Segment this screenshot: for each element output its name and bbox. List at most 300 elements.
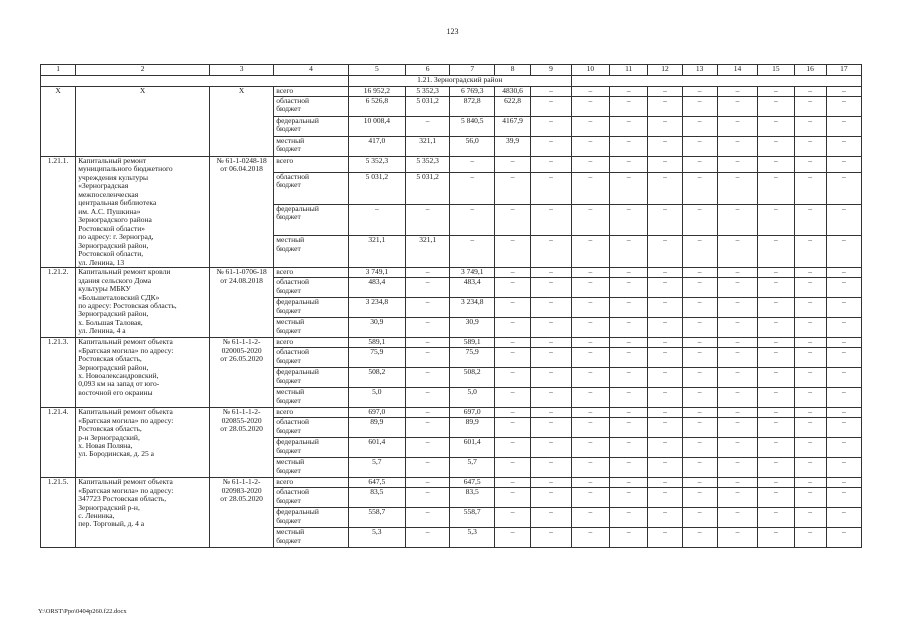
empty-amount-cell: – [758, 268, 794, 278]
empty-amount-cell: – [571, 438, 609, 458]
item-number: 1.21.1. [41, 157, 76, 268]
amount-cell: 75,9 [450, 348, 495, 368]
region-row [41, 76, 862, 87]
funding-source: местный бюджет [274, 388, 349, 408]
column-number: 8 [494, 65, 530, 76]
funding-source: областной бюджет [274, 418, 349, 438]
empty-amount-cell: – [682, 236, 717, 268]
empty-amount-cell: – [682, 278, 717, 298]
empty-amount-cell: – [571, 368, 609, 388]
empty-amount-cell: – [682, 137, 717, 157]
amount-cell: – [450, 204, 495, 236]
empty-amount-cell: – [531, 508, 571, 528]
empty-amount-cell: – [826, 528, 861, 548]
amount-cell: 483,4 [348, 278, 405, 298]
empty-amount-cell: – [610, 528, 648, 548]
empty-amount-cell: – [610, 318, 648, 338]
amount-cell: – [405, 278, 450, 298]
empty-amount-cell: – [531, 528, 571, 548]
empty-amount-cell: – [717, 137, 757, 157]
empty-amount-cell: – [648, 488, 682, 508]
amount-cell: – [405, 438, 450, 458]
empty-amount-cell: – [531, 348, 571, 368]
empty-amount-cell: – [571, 458, 609, 478]
amount-cell: – [450, 157, 495, 173]
empty-amount-cell: – [648, 318, 682, 338]
empty-amount-cell: – [826, 408, 861, 418]
empty-amount-cell: – [682, 368, 717, 388]
object-name: Капитальный ремонт объекта «Братская могила» по адресу: Ростовская область, Зерноградский район, х. Новоалександровский, 0,093 км на запад от юго- восточной его окраины [76, 338, 210, 408]
amount-cell: 75,9 [348, 348, 405, 368]
amount-cell: 622,8 [494, 97, 530, 117]
column-number: 12 [648, 65, 682, 76]
region-title: 1.21. Зерноградский район [348, 76, 571, 87]
empty-amount-cell: – [610, 418, 648, 438]
empty-amount-cell: – [758, 117, 794, 137]
item-number: Х [41, 87, 76, 157]
document-number: № 61-1-1-2- 020855-2020 от 28.05.2020 [209, 408, 273, 478]
column-number: 15 [758, 65, 794, 76]
funding-source: местный бюджет [274, 318, 349, 338]
empty-amount-cell: – [648, 137, 682, 157]
amount-cell: – [494, 508, 530, 528]
empty-amount-cell: – [610, 388, 648, 408]
item-number: 1.21.4. [41, 408, 76, 478]
empty-amount-cell: – [682, 478, 717, 488]
amount-cell: 5 031,2 [348, 172, 405, 204]
amount-cell: 5 840,5 [450, 117, 495, 137]
amount-cell: – [494, 236, 530, 268]
empty-amount-cell: – [648, 268, 682, 278]
empty-amount-cell: – [826, 157, 861, 173]
amount-cell: – [405, 117, 450, 137]
empty-amount-cell: – [826, 458, 861, 478]
column-number: 2 [76, 65, 210, 76]
empty-amount-cell: – [826, 488, 861, 508]
empty-amount-cell: – [717, 204, 757, 236]
table-row [41, 157, 862, 173]
amount-cell: 83,5 [348, 488, 405, 508]
empty-amount-cell: – [571, 172, 609, 204]
empty-amount-cell: – [717, 528, 757, 548]
column-number: 7 [450, 65, 495, 76]
amount-cell: 6 526,8 [348, 97, 405, 117]
amount-cell: 89,9 [450, 418, 495, 438]
amount-cell: 5 031,2 [405, 97, 450, 117]
empty-amount-cell: – [648, 157, 682, 173]
table-row [41, 408, 862, 418]
amount-cell: 647,5 [450, 478, 495, 488]
empty-amount-cell: – [758, 204, 794, 236]
empty-amount-cell: – [758, 408, 794, 418]
empty-amount-cell: – [531, 478, 571, 488]
empty-amount-cell: – [648, 172, 682, 204]
empty-amount-cell: – [794, 137, 826, 157]
empty-amount-cell: – [794, 338, 826, 348]
empty-amount-cell: – [682, 97, 717, 117]
empty-amount-cell: – [826, 318, 861, 338]
empty-amount-cell: – [531, 236, 571, 268]
amount-cell: – [450, 236, 495, 268]
funding-source: всего [274, 87, 349, 97]
empty-amount-cell: – [826, 204, 861, 236]
empty-amount-cell: – [758, 236, 794, 268]
empty-amount-cell: – [531, 87, 571, 97]
funding-source: всего [274, 408, 349, 418]
amount-cell: 321,1 [348, 236, 405, 268]
amount-cell: 5 352,3 [405, 157, 450, 173]
empty-amount-cell: – [826, 172, 861, 204]
empty-amount-cell: – [682, 388, 717, 408]
amount-cell: – [494, 528, 530, 548]
empty-amount-cell: – [571, 278, 609, 298]
empty-amount-cell: – [610, 508, 648, 528]
empty-amount-cell: – [571, 157, 609, 173]
amount-cell: – [405, 338, 450, 348]
empty-amount-cell: – [571, 388, 609, 408]
empty-amount-cell: – [610, 157, 648, 173]
empty-amount-cell: – [682, 488, 717, 508]
empty-amount-cell: – [571, 348, 609, 368]
empty-amount-cell: – [794, 418, 826, 438]
empty-amount-cell: – [682, 528, 717, 548]
column-number: 9 [531, 65, 571, 76]
empty-amount-cell: – [826, 97, 861, 117]
empty-amount-cell: – [794, 348, 826, 368]
amount-cell: 589,1 [348, 338, 405, 348]
empty-amount-cell: – [531, 157, 571, 173]
amount-cell: 89,9 [348, 418, 405, 438]
empty-amount-cell: – [531, 268, 571, 278]
item-number: 1.21.3. [41, 338, 76, 408]
amount-cell: – [494, 488, 530, 508]
empty-amount-cell: – [794, 157, 826, 173]
empty-amount-cell: – [758, 388, 794, 408]
empty-amount-cell: – [610, 97, 648, 117]
empty-amount-cell: – [794, 236, 826, 268]
amount-cell: 4830,6 [494, 87, 530, 97]
funding-source: всего [274, 157, 349, 173]
empty-amount-cell: – [610, 458, 648, 478]
empty-amount-cell: – [758, 298, 794, 318]
empty-amount-cell: – [717, 117, 757, 137]
amount-cell: – [494, 338, 530, 348]
funding-source: федеральный бюджет [274, 508, 349, 528]
empty-amount-cell: – [682, 318, 717, 338]
empty-amount-cell: – [682, 348, 717, 368]
empty-amount-cell: – [682, 117, 717, 137]
empty-amount-cell: – [648, 388, 682, 408]
empty-amount-cell: – [758, 172, 794, 204]
amount-cell: 5,7 [348, 458, 405, 478]
empty-amount-cell: – [826, 388, 861, 408]
column-number: 14 [717, 65, 757, 76]
amount-cell: – [494, 172, 530, 204]
empty-amount-cell: – [826, 508, 861, 528]
empty-amount-cell: – [794, 388, 826, 408]
empty-amount-cell: – [717, 236, 757, 268]
empty-amount-cell: – [610, 438, 648, 458]
amount-cell: – [405, 388, 450, 408]
empty-amount-cell: – [758, 508, 794, 528]
amount-cell: 3 749,1 [450, 268, 495, 278]
amount-cell: – [494, 348, 530, 368]
amount-cell: 5 352,3 [405, 87, 450, 97]
empty-amount-cell: – [794, 278, 826, 298]
empty-amount-cell: – [531, 97, 571, 117]
empty-amount-cell: – [794, 318, 826, 338]
empty-amount-cell: – [610, 488, 648, 508]
column-number: 4 [274, 65, 349, 76]
amount-cell: 558,7 [450, 508, 495, 528]
empty-amount-cell: – [682, 172, 717, 204]
empty-amount-cell: – [648, 478, 682, 488]
amount-cell: – [494, 278, 530, 298]
empty-amount-cell: – [717, 298, 757, 318]
amount-cell: – [405, 458, 450, 478]
amount-cell: 3 234,8 [450, 298, 495, 318]
table-body [41, 65, 862, 548]
empty-amount-cell: – [794, 528, 826, 548]
amount-cell: 5,0 [348, 388, 405, 408]
empty-amount-cell: – [648, 204, 682, 236]
empty-amount-cell: – [531, 298, 571, 318]
column-number: 3 [209, 65, 273, 76]
empty-amount-cell: – [717, 488, 757, 508]
empty-amount-cell: – [826, 368, 861, 388]
empty-amount-cell: – [794, 204, 826, 236]
funding-source: всего [274, 478, 349, 488]
empty-amount-cell: – [571, 298, 609, 318]
amount-cell: 39,9 [494, 137, 530, 157]
amount-cell: 697,0 [450, 408, 495, 418]
empty-amount-cell: – [531, 204, 571, 236]
column-number: 13 [682, 65, 717, 76]
empty-amount-cell: – [758, 528, 794, 548]
document-number: Х [209, 87, 273, 157]
empty-amount-cell: – [758, 338, 794, 348]
amount-cell: 321,1 [405, 137, 450, 157]
empty-amount-cell: – [826, 137, 861, 157]
amount-cell: 589,1 [450, 338, 495, 348]
footer-file-path: Y:\ORST\Ppo\0404p260.f22.docx [38, 608, 127, 615]
empty-amount-cell: – [531, 488, 571, 508]
amount-cell: 10 008,4 [348, 117, 405, 137]
document-number: № 61-1-0706-18 от 24.08.2018 [209, 268, 273, 338]
empty-amount-cell: – [717, 172, 757, 204]
funding-source: областной бюджет [274, 348, 349, 368]
empty-amount-cell: – [571, 87, 609, 97]
empty-amount-cell: – [531, 458, 571, 478]
amount-cell: – [450, 172, 495, 204]
empty-amount-cell: – [826, 87, 861, 97]
amount-cell: – [494, 298, 530, 318]
empty-amount-cell: – [682, 268, 717, 278]
empty-amount-cell: – [717, 418, 757, 438]
empty-amount-cell: – [758, 97, 794, 117]
empty-amount-cell: – [717, 278, 757, 298]
empty-amount-cell: – [794, 508, 826, 528]
funding-source: местный бюджет [274, 137, 349, 157]
empty-amount-cell: – [682, 157, 717, 173]
empty-amount-cell: – [648, 117, 682, 137]
column-number-row [41, 65, 862, 76]
amount-cell: 5 031,2 [405, 172, 450, 204]
empty-amount-cell: – [610, 87, 648, 97]
empty-amount-cell: – [610, 278, 648, 298]
empty-amount-cell: – [648, 348, 682, 368]
empty-amount-cell: – [610, 368, 648, 388]
empty-amount-cell: – [610, 204, 648, 236]
amount-cell: 601,4 [450, 438, 495, 458]
amount-cell: 508,2 [450, 368, 495, 388]
empty-amount-cell: – [717, 458, 757, 478]
amount-cell: – [405, 204, 450, 236]
amount-cell: 16 952,2 [348, 87, 405, 97]
empty-amount-cell: – [571, 488, 609, 508]
amount-cell: 83,5 [450, 488, 495, 508]
amount-cell: – [405, 408, 450, 418]
amount-cell: – [405, 478, 450, 488]
funding-source: областной бюджет [274, 97, 349, 117]
amount-cell: 697,0 [348, 408, 405, 418]
amount-cell: – [405, 318, 450, 338]
column-number: 17 [826, 65, 861, 76]
amount-cell: 872,8 [450, 97, 495, 117]
empty-amount-cell: – [610, 408, 648, 418]
empty-amount-cell: – [648, 368, 682, 388]
amount-cell: – [494, 318, 530, 338]
column-number: 11 [610, 65, 648, 76]
empty-amount-cell: – [826, 418, 861, 438]
amount-cell: – [405, 418, 450, 438]
funding-source: областной бюджет [274, 278, 349, 298]
amount-cell: 56,0 [450, 137, 495, 157]
empty-amount-cell: – [531, 338, 571, 348]
empty-amount-cell: – [758, 137, 794, 157]
funding-source: областной бюджет [274, 488, 349, 508]
empty-amount-cell: – [682, 458, 717, 478]
empty-amount-cell: – [717, 408, 757, 418]
amount-cell: – [494, 408, 530, 418]
page-number: 123 [446, 27, 459, 36]
empty-amount-cell: – [531, 117, 571, 137]
empty-amount-cell: – [717, 348, 757, 368]
empty-amount-cell: – [648, 278, 682, 298]
empty-amount-cell: – [794, 368, 826, 388]
empty-amount-cell: – [648, 508, 682, 528]
amount-cell: 5,3 [450, 528, 495, 548]
amount-cell: 417,0 [348, 137, 405, 157]
empty-amount-cell: – [758, 458, 794, 478]
empty-amount-cell: – [826, 117, 861, 137]
empty-amount-cell: – [531, 137, 571, 157]
empty-amount-cell: – [610, 172, 648, 204]
funding-source: федеральный бюджет [274, 298, 349, 318]
amount-cell: – [405, 268, 450, 278]
empty-amount-cell: – [610, 298, 648, 318]
empty-amount-cell: – [682, 204, 717, 236]
empty-amount-cell: – [571, 236, 609, 268]
empty-amount-cell: – [758, 478, 794, 488]
empty-amount-cell: – [826, 278, 861, 298]
amount-cell: – [494, 458, 530, 478]
empty-amount-cell: – [531, 438, 571, 458]
empty-amount-cell: – [826, 438, 861, 458]
funding-source: федеральный бюджет [274, 438, 349, 458]
amount-cell: – [494, 157, 530, 173]
empty-amount-cell: – [571, 338, 609, 348]
table-row [41, 338, 862, 348]
amount-cell: 601,4 [348, 438, 405, 458]
empty-amount-cell: – [648, 438, 682, 458]
empty-amount-cell: – [682, 408, 717, 418]
amount-cell: 3 749,1 [348, 268, 405, 278]
empty-amount-cell: – [682, 338, 717, 348]
empty-amount-cell: – [610, 478, 648, 488]
empty-amount-cell: – [610, 338, 648, 348]
empty-amount-cell: – [717, 438, 757, 458]
empty-amount-cell: – [531, 318, 571, 338]
empty-amount-cell: – [648, 418, 682, 438]
column-number: 16 [794, 65, 826, 76]
amount-cell: 558,7 [348, 508, 405, 528]
empty-amount-cell: – [610, 348, 648, 368]
empty-amount-cell: – [717, 508, 757, 528]
empty-amount-cell: – [571, 528, 609, 548]
empty-amount-cell: – [794, 172, 826, 204]
amount-cell: 647,5 [348, 478, 405, 488]
empty-amount-cell: – [610, 137, 648, 157]
empty-amount-cell: – [571, 137, 609, 157]
empty-amount-cell: – [758, 348, 794, 368]
amount-cell: – [494, 438, 530, 458]
funding-source: местный бюджет [274, 236, 349, 268]
amount-cell: – [494, 478, 530, 488]
object-name: Капитальный ремонт объекта «Братская могила» по адресу: Ростовская область, р-н Зерноградский, х. Новая Поляна, ул. Бородинская, д. 25 а [76, 408, 210, 478]
item-number: 1.21.5. [41, 478, 76, 548]
amount-cell: – [405, 348, 450, 368]
table-row [41, 87, 862, 97]
funding-source: федеральный бюджет [274, 368, 349, 388]
amount-cell: 30,9 [348, 318, 405, 338]
empty-amount-cell: – [571, 478, 609, 488]
amount-cell: – [494, 388, 530, 408]
empty-amount-cell: – [826, 298, 861, 318]
empty-amount-cell: – [794, 458, 826, 478]
empty-amount-cell: – [648, 338, 682, 348]
region-spacer [41, 76, 349, 87]
empty-amount-cell: – [531, 172, 571, 204]
amount-cell: – [405, 488, 450, 508]
empty-amount-cell: – [794, 488, 826, 508]
empty-amount-cell: – [571, 418, 609, 438]
empty-amount-cell: – [794, 478, 826, 488]
empty-amount-cell: – [758, 87, 794, 97]
amount-cell: 5,0 [450, 388, 495, 408]
amount-cell: – [494, 204, 530, 236]
object-name: Х [76, 87, 210, 157]
empty-amount-cell: – [648, 236, 682, 268]
document-number: № 61-1-1-2- 020005-2020 от 26.05.2020 [209, 338, 273, 408]
amount-cell: 5 352,3 [348, 157, 405, 173]
empty-amount-cell: – [826, 478, 861, 488]
object-name: Капитальный ремонт кровли здания сельского Дома культуры МБКУ «Большеталовский СДК» по адресу: Ростовская область, Зерноградский район, х. Большая Таловая, ул. Ленина, 4 а [76, 268, 210, 338]
amount-cell: 6 769,3 [450, 87, 495, 97]
column-number: 1 [41, 65, 76, 76]
amount-cell: 3 234,8 [348, 298, 405, 318]
amount-cell: 508,2 [348, 368, 405, 388]
